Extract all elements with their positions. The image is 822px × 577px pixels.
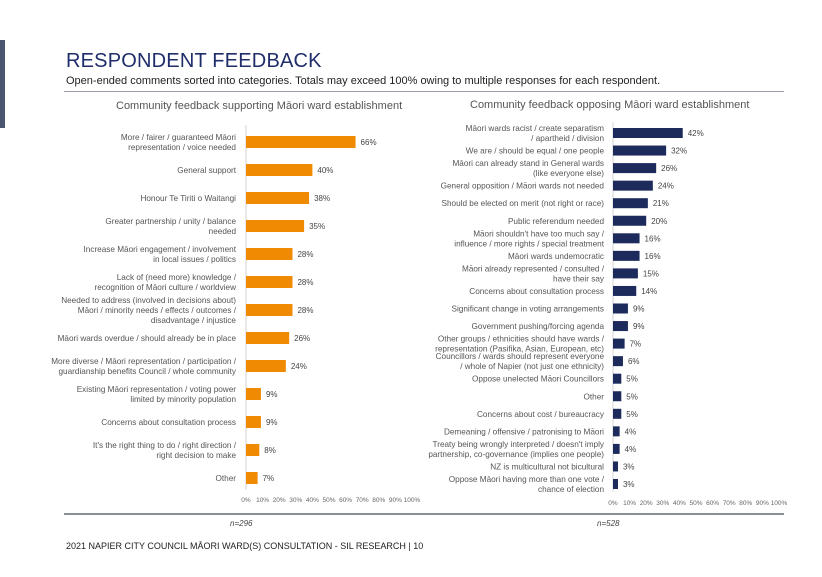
oppose-value-label: 6% (627, 357, 640, 367)
support-category-label: Honour Te Tiriti o Waitangi (140, 194, 236, 203)
oppose-category-label: Treaty being wrongly interpreted / doesn't imply (432, 439, 604, 449)
support-category-label: Existing Māori representation / voting power (76, 385, 236, 394)
oppose-tick-label: 50% (689, 500, 703, 507)
oppose-tick-label: 40% (672, 500, 686, 507)
oppose-bar (613, 286, 636, 296)
support-value-label: 28% (297, 250, 314, 259)
support-value-label: 7% (262, 474, 275, 483)
oppose-category-label: Should be elected on merit (not right or race) (441, 199, 604, 209)
oppose-category-label: / apartheid / division (531, 134, 604, 143)
oppose-chart-title: Community feedback opposing Māori ward establishment (470, 99, 750, 111)
oppose-value-label: 9% (632, 322, 645, 332)
support-tick-label: 60% (339, 497, 353, 504)
oppose-category-label: chance of election (538, 485, 604, 494)
support-value-label: 40% (317, 166, 334, 175)
oppose-category-label: influence / more rights / special treatment (454, 239, 604, 249)
oppose-category-label: General opposition / Māori wards not needed (440, 181, 604, 191)
oppose-bar (613, 198, 648, 208)
oppose-tick-label: 100% (770, 500, 788, 507)
support-value-label: 8% (264, 446, 276, 455)
oppose-category-label: (like everyone else) (533, 169, 604, 179)
support-category-label: Other (215, 474, 236, 483)
oppose-value-label: 42% (687, 129, 704, 138)
oppose-bar (613, 391, 621, 401)
support-category-label: More diverse / Māori representation / participation / (51, 357, 236, 366)
support-tick-label: 40% (305, 497, 319, 504)
oppose-value-label: 24% (657, 181, 674, 191)
oppose-category-label: Māori shouldn't have too much say / (473, 229, 604, 239)
support-category-label: disadvantage / injustice (150, 316, 236, 325)
oppose-value-label: 15% (642, 269, 659, 279)
oppose-category-label: Councillors / wards should represent everyone (435, 352, 604, 362)
support-category-label: Māori / minority needs / effects / outcomes / (77, 306, 236, 315)
oppose-bar (613, 356, 623, 366)
oppose-value-label: 21% (652, 199, 669, 209)
support-value-label: 24% (290, 362, 307, 371)
support-tick-label: 50% (322, 497, 336, 504)
oppose-tick-label: 10% (623, 500, 637, 507)
oppose-value-label: 3% (622, 480, 635, 489)
support-chart-title: Community feedback supporting Māori ward establishment (116, 100, 403, 112)
oppose-bar (613, 479, 618, 489)
oppose-value-label: 4% (624, 444, 637, 454)
oppose-value-label: 32% (671, 146, 688, 156)
support-category-label: guardianship benefits Council / whole community (58, 367, 236, 376)
oppose-category-label: Māori already represented / consulted / (462, 264, 604, 274)
support-category-label: recognition of Māori culture / worldview (94, 283, 236, 292)
support-category-label: General support (177, 166, 236, 175)
support-value-label: 38% (314, 194, 331, 203)
oppose-value-label: 16% (644, 234, 661, 244)
oppose-tick-label: 0% (608, 500, 618, 507)
support-category-label: representation / voice needed (128, 143, 236, 152)
oppose-category-label: representation (Pasifika, Asian, European, etc) (435, 344, 604, 354)
oppose-category-label: Māori wards undemocratic (507, 251, 604, 261)
oppose-value-label: 4% (624, 427, 637, 437)
oppose-value-label: 7% (629, 339, 642, 349)
oppose-value-label: 5% (626, 392, 638, 402)
oppose-category-label: Concerns about cost / bureaucracy (477, 409, 604, 419)
support-category-label: More / fairer / guaranteed Māori (120, 133, 236, 142)
support-tick-label: 20% (272, 497, 286, 504)
oppose-bar (613, 374, 621, 384)
oppose-bar (613, 233, 640, 243)
oppose-category-label: Other groups / ethnicities should have wards / (437, 334, 604, 344)
oppose-category-label: Māori wards racist / create separatism (465, 124, 604, 133)
support-category-label: Greater partnership / unity / balance (105, 217, 236, 226)
oppose-value-label: 5% (626, 409, 638, 419)
oppose-bar (613, 128, 683, 138)
support-category-label: Māori wards overdue / should already be in place (57, 334, 236, 343)
oppose-category-label: Significant change in voting arrangements (451, 304, 604, 314)
support-sample-size: n=296 (230, 519, 253, 528)
support-tick-label: 100% (403, 497, 421, 504)
support-tick-label: 10% (256, 497, 270, 504)
support-category-label: needed (208, 227, 236, 236)
oppose-value-label: 3% (622, 462, 635, 472)
bottom-divider (64, 513, 784, 515)
oppose-bar (613, 339, 625, 349)
support-category-label: Increase Māori engagement / involvement (83, 245, 236, 254)
support-category-label: Needed to address (involved in decisions about) (61, 296, 236, 305)
oppose-category-label: Concerns about consultation process (469, 286, 604, 296)
oppose-category-label: / whole of Napier (not just one ethnicity) (460, 362, 604, 372)
oppose-bar (613, 444, 620, 454)
oppose-category-label: partnership, co-governance (implies one people) (428, 449, 604, 459)
oppose-tick-label: 30% (656, 500, 670, 507)
oppose-bar (613, 146, 666, 156)
support-tick-label: 80% (372, 497, 386, 504)
oppose-tick-label: 80% (739, 500, 753, 507)
oppose-tick-label: 60% (706, 500, 720, 507)
support-value-label: 26% (294, 334, 311, 343)
support-value-label: 9% (265, 418, 278, 427)
support-category-label: Lack of (need more) knowledge / (116, 273, 236, 282)
support-tick-label: 90% (388, 497, 402, 504)
oppose-category-label: Government pushing/forcing agenda (471, 322, 604, 332)
oppose-category-label: Oppose unelected Māori Councillors (472, 374, 604, 384)
support-value-label: 28% (297, 278, 314, 287)
oppose-value-label: 9% (632, 304, 645, 314)
oppose-tick-label: 20% (639, 500, 653, 507)
support-value-label: 66% (360, 138, 377, 147)
oppose-tick-label: 70% (722, 500, 736, 507)
oppose-value-label: 26% (661, 164, 678, 174)
support-value-label: 9% (265, 390, 278, 399)
oppose-category-label: NZ is multicultural not bicultural (490, 462, 604, 472)
page-title: RESPONDENT FEEDBACK (66, 50, 322, 72)
oppose-bar (613, 321, 628, 331)
support-value-label: 28% (297, 306, 314, 315)
oppose-category-label: have their say (553, 274, 604, 284)
oppose-bar (613, 163, 656, 173)
oppose-value-label: 5% (626, 374, 638, 384)
oppose-tick-label: 90% (755, 500, 769, 507)
oppose-category-label: Other (583, 392, 604, 402)
oppose-value-label: 16% (644, 251, 661, 261)
oppose-category-label: We are / should be equal / one people (465, 146, 604, 156)
support-category-label: limited by minority population (130, 395, 236, 404)
oppose-sample-size: n=528 (597, 519, 620, 528)
oppose-value-label: 14% (641, 286, 658, 296)
oppose-bar (613, 304, 628, 314)
oppose-category-label: Oppose Māori having more than one vote / (448, 475, 604, 484)
oppose-bar (613, 409, 621, 419)
oppose-bar (613, 461, 618, 471)
support-tick-label: 30% (289, 497, 303, 504)
support-category-label: right decision to make (156, 451, 236, 460)
support-category-label: in local issues / politics (153, 255, 236, 264)
page-subtitle: Open-ended comments sorted into categories. Totals may exceed 100% owing to multiple responses for each respondent. (66, 75, 661, 87)
support-tick-label: 70% (355, 497, 369, 504)
oppose-value-label: 20% (651, 216, 668, 226)
support-category-label: Concerns about consultation process (101, 418, 236, 427)
oppose-bar (613, 181, 653, 191)
oppose-category-label: Public referendum needed (507, 216, 604, 226)
oppose-category-label: Demeaning / offensive / patronising to Māori (443, 427, 604, 437)
oppose-bar (613, 216, 646, 226)
footer: 2021 NAPIER CITY COUNCIL MĀORI WARD(S) CONSULTATION - SIL RESEARCH | 10 (66, 541, 424, 551)
support-category-label: It's the right thing to do / right direction / (92, 441, 236, 450)
support-tick-label: 0% (241, 497, 251, 504)
oppose-bar (613, 251, 640, 261)
oppose-bar (613, 268, 638, 278)
oppose-category-label: Māori can already stand in General wards (452, 159, 604, 169)
oppose-bar (613, 426, 620, 436)
support-value-label: 35% (309, 222, 326, 231)
